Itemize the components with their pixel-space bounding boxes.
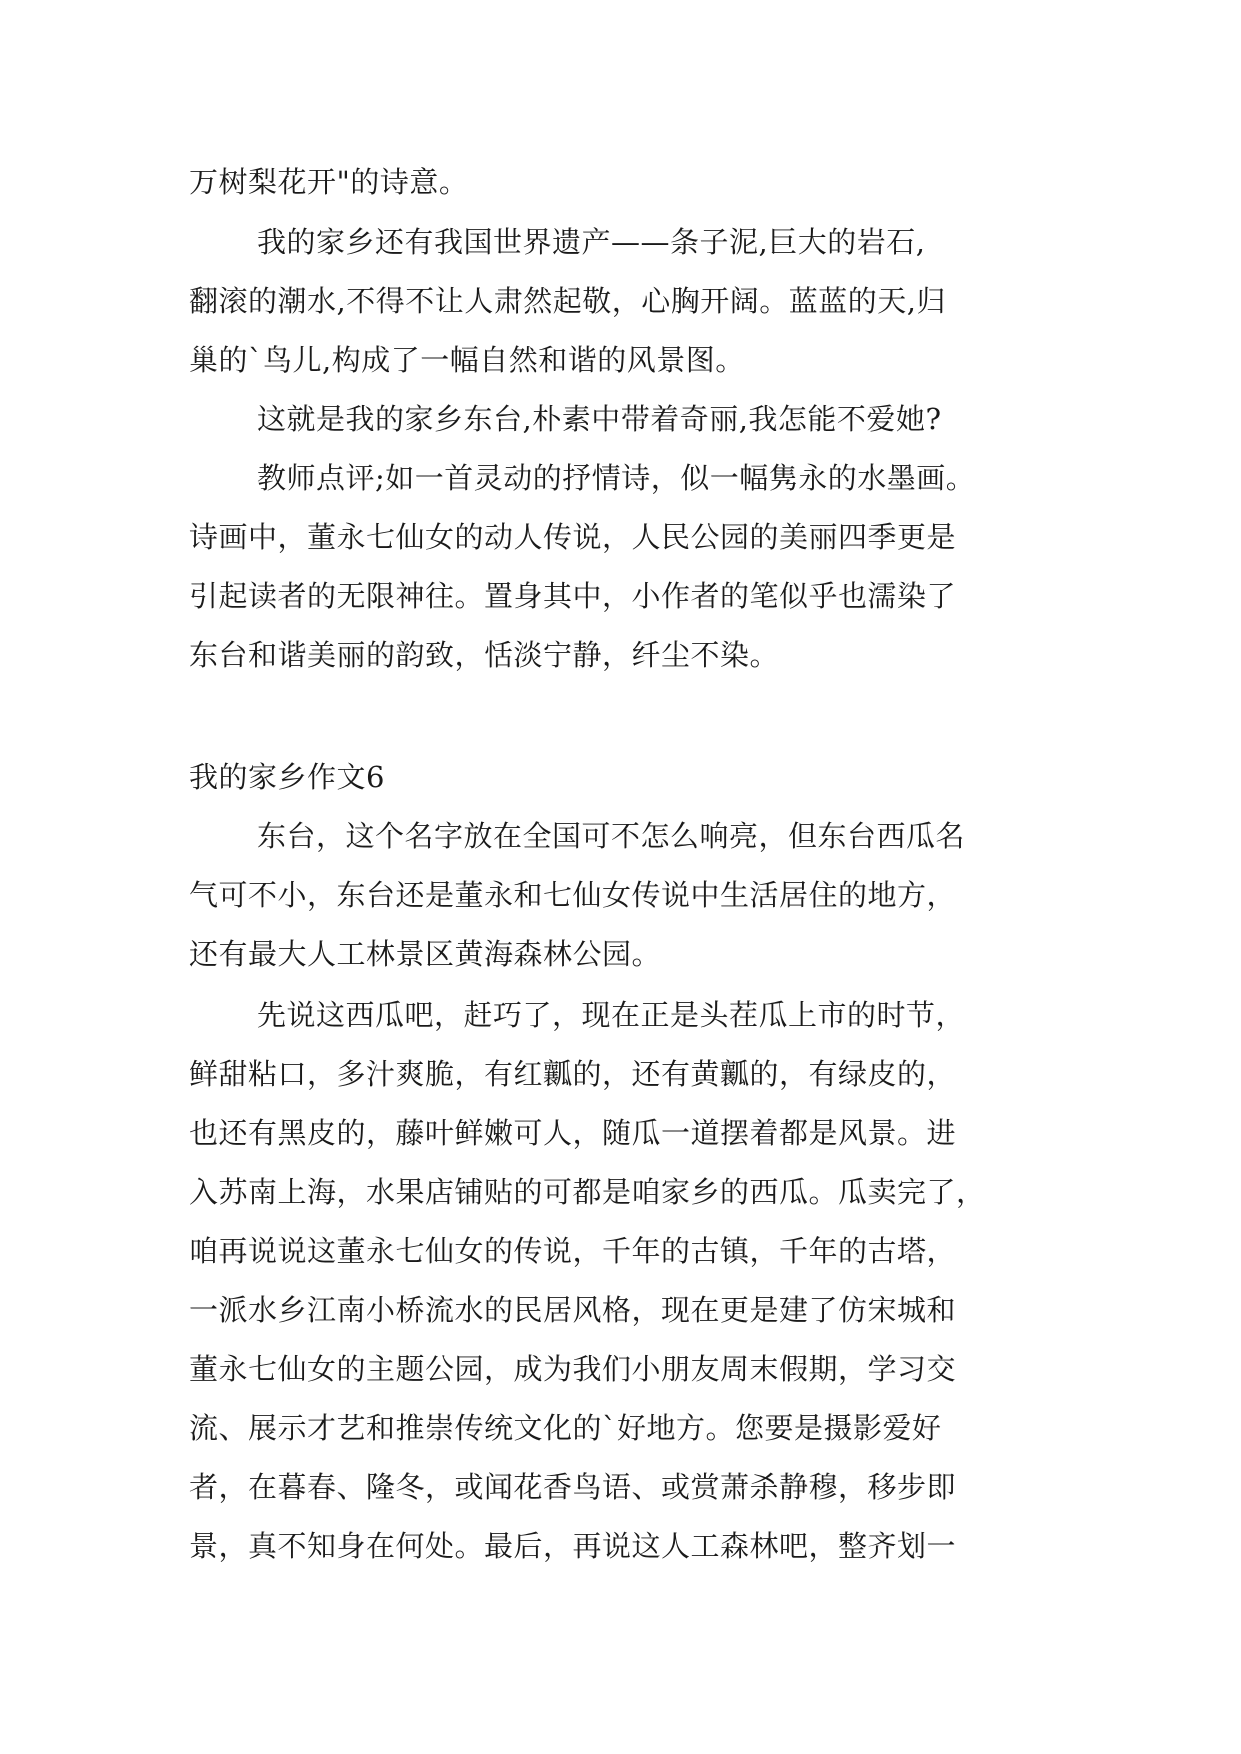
text-line: 引起读者的无限神往。置身其中，小作者的笔似乎也濡染了 [189, 579, 957, 613]
text-line: 东台和谐美丽的韵致，恬淡宁静，纤尘不染。 [189, 638, 780, 672]
text-line: 巢的`鸟儿,构成了一幅自然和谐的风景图。 [189, 343, 745, 377]
text-line: 教师点评;如一首灵动的抒情诗，似一幅隽永的水墨画。 [257, 461, 976, 495]
text-line: 一派水乡江南小桥流水的民居风格，现在更是建了仿宋城和 [189, 1293, 957, 1327]
text-line: 气可不小，东台还是董永和七仙女传说中生活居住的地方， [189, 878, 957, 912]
text-line: 翻滚的潮水,不得不让人肃然起敬，心胸开阔。蓝蓝的天,归 [189, 284, 946, 318]
text-line: 也还有黑皮的，藤叶鲜嫩可人，随瓜一道摆着都是风景。进 [189, 1116, 957, 1150]
text-line: 董永七仙女的主题公园，成为我们小朋友周末假期，学习交 [189, 1352, 957, 1386]
text-line: 万树梨花开"的诗意。 [189, 165, 469, 199]
text-line: 东台，这个名字放在全国可不怎么响亮，但东台西瓜名 [257, 819, 966, 853]
text-line: 还有最大人工林景区黄海森林公园。 [189, 937, 662, 971]
text-line: 先说这西瓜吧，赶巧了，现在正是头茬瓜上市的时节， [257, 998, 966, 1032]
text-line: 流、展示才艺和推崇传统文化的`好地方。您要是摄影爱好 [189, 1411, 942, 1445]
section-heading: 我的家乡作文6 [189, 760, 385, 794]
text-line: 景，真不知身在何处。最后，再说这人工森林吧，整齐划一 [189, 1529, 957, 1563]
text-line: 这就是我的家乡东台,朴素中带着奇丽,我怎能不爱她? [257, 402, 942, 436]
text-line: 入苏南上海，水果店铺贴的可都是咱家乡的西瓜。瓜卖完了， [189, 1175, 986, 1209]
text-line: 咱再说说这董永七仙女的传说，千年的古镇，千年的古塔， [189, 1234, 957, 1268]
text-line: 者，在暮春、隆冬，或闻花香鸟语、或赏萧杀静穆，移步即 [189, 1470, 957, 1504]
text-line: 诗画中，董永七仙女的动人传说，人民公园的美丽四季更是 [189, 520, 957, 554]
text-line: 我的家乡还有我国世界遗产——条子泥,巨大的岩石, [257, 225, 926, 259]
text-line: 鲜甜粘口，多汁爽脆，有红瓤的，还有黄瓤的，有绿皮的， [189, 1057, 957, 1091]
